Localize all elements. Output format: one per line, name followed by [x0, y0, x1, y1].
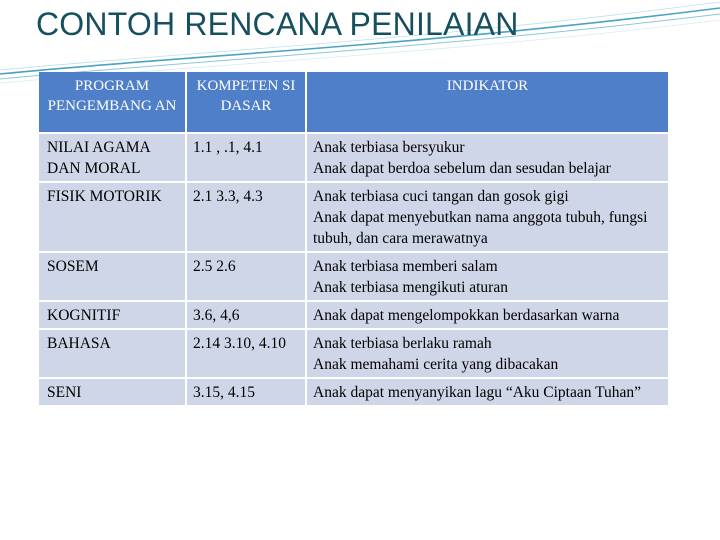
table-header-row [39, 72, 668, 134]
indikator-line: Anak dapat berdoa sebelum dan sesudan belajar [313, 160, 611, 177]
indikator-line: Anak terbiasa memberi salam [313, 258, 498, 275]
indikator-line: Anak terbiasa mengikuti aturan [313, 279, 508, 296]
cell-program: SOSEM [39, 253, 187, 302]
cell-kompetensi-dasar: 2.14 3.10, 4.10 [187, 330, 307, 379]
indikator-line: Anak terbiasa bersyukur [313, 139, 465, 156]
indikator-line: Anak terbiasa berlaku ramah [313, 335, 492, 352]
header-kompetensi-dasar: KOMPETEN SI DASAR [187, 72, 307, 134]
table-row [39, 183, 668, 253]
cell-program: SENI [39, 379, 187, 407]
indikator-line: Anak memahami cerita yang dibacakan [313, 356, 559, 373]
cell-indikator [307, 379, 668, 407]
cell-program: KOGNITIF [39, 302, 187, 330]
header-program: PROGRAM PENGEMBANG AN [39, 72, 187, 134]
cell-kompetensi-dasar: 1.1 , .1, 4.1 [187, 134, 307, 183]
cell-kompetensi-dasar: 2.5 2.6 [187, 253, 307, 302]
table-row [39, 330, 668, 379]
cell-indikator [307, 330, 668, 379]
indikator-line: Anak dapat menyebutkan nama anggota tubuh, fungsi tubuh, dan cara merawatnya [313, 209, 652, 247]
header-indikator: INDIKATOR [307, 72, 668, 134]
slide-title: CONTOH RENCANA PENILAIAN [36, 6, 519, 42]
cell-indikator [307, 183, 668, 253]
cell-kompetensi-dasar: 2.1 3.3, 4.3 [187, 183, 307, 253]
cell-indikator [307, 302, 668, 330]
cell-program: BAHASA [39, 330, 187, 379]
indikator-line: Anak dapat menyanyikan lagu “Aku Ciptaan Tuhan” [313, 384, 642, 401]
table-row [39, 302, 668, 330]
cell-program: NILAI AGAMA DAN MORAL [39, 134, 187, 183]
table-row [39, 134, 668, 183]
cell-indikator [307, 134, 668, 183]
cell-kompetensi-dasar: 3.6, 4,6 [187, 302, 307, 330]
cell-indikator [307, 253, 668, 302]
cell-program: FISIK MOTORIK [39, 183, 187, 253]
cell-kompetensi-dasar: 3.15, 4.15 [187, 379, 307, 407]
table-row [39, 379, 668, 407]
assessment-plan-table [39, 72, 668, 407]
table-row [39, 253, 668, 302]
indikator-line: Anak terbiasa cuci tangan dan gosok gigi [313, 188, 569, 205]
indikator-line: Anak dapat mengelompokkan berdasarkan warna [313, 307, 620, 324]
